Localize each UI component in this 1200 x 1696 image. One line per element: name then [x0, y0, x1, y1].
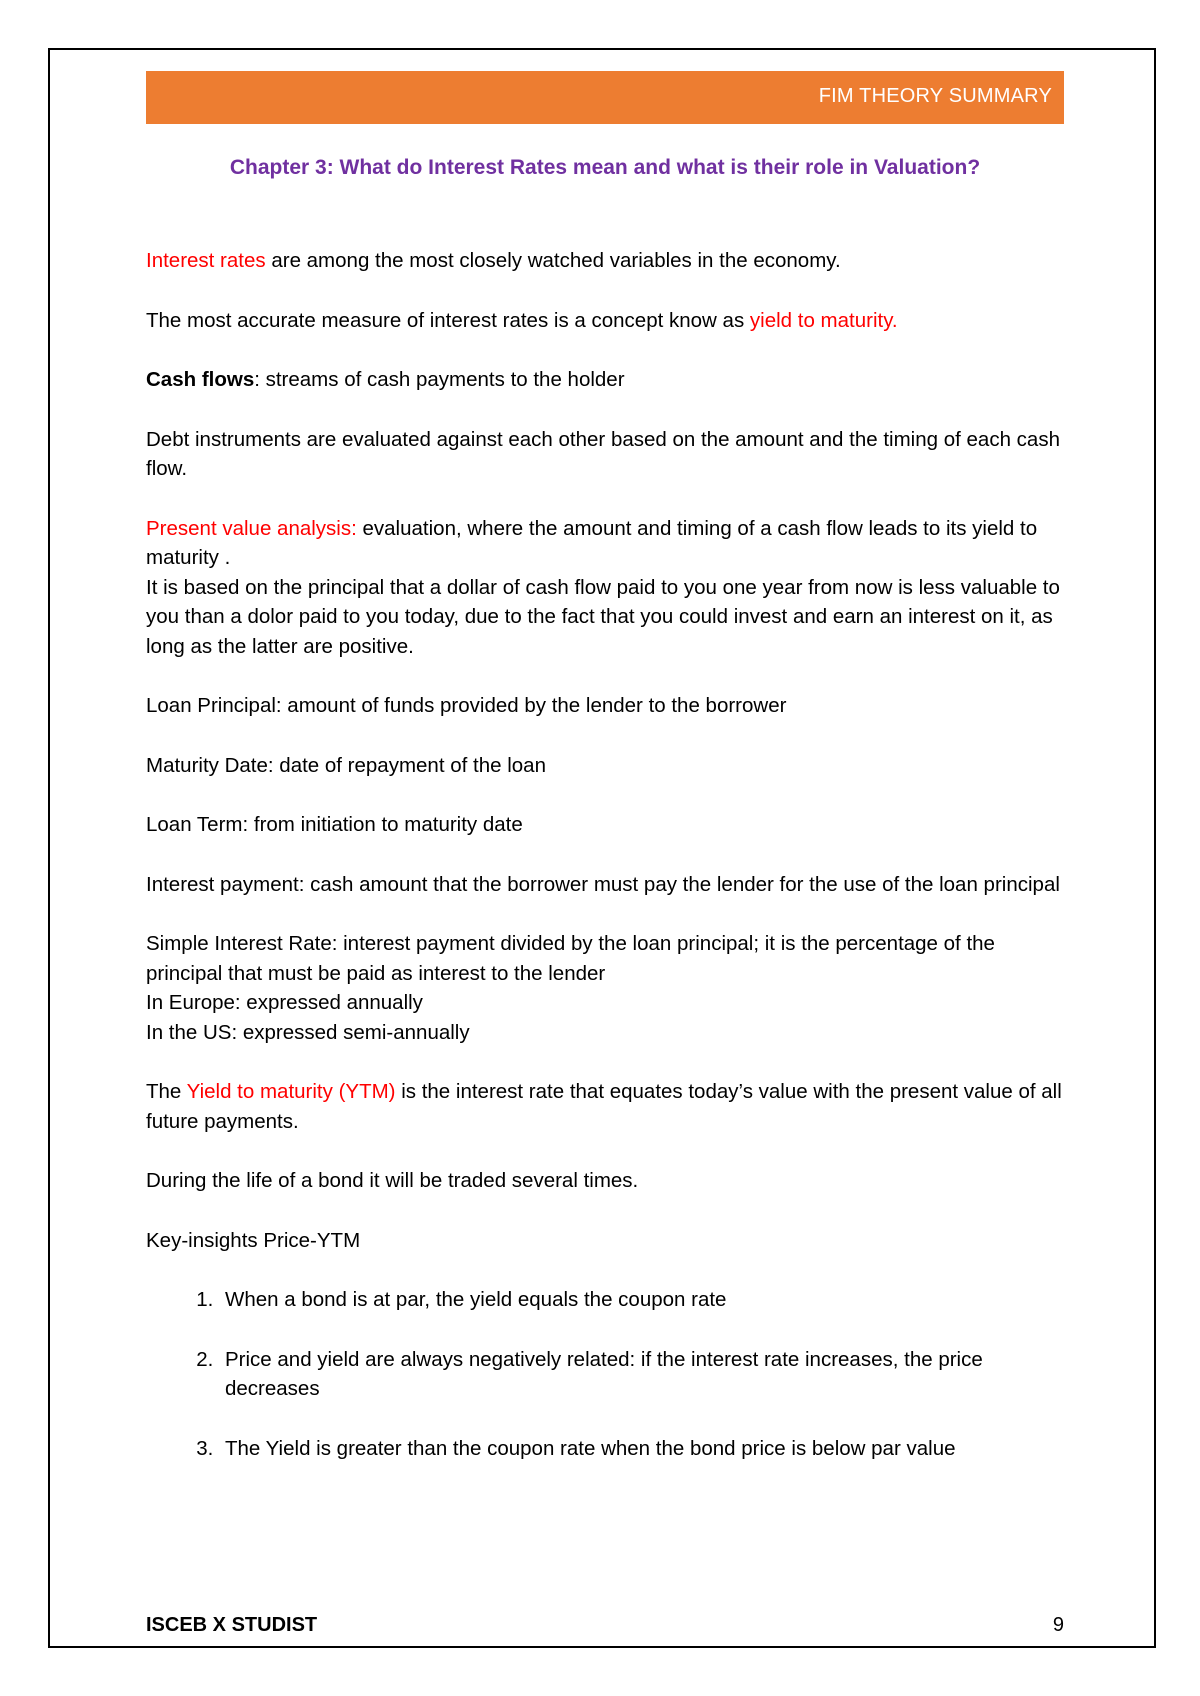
- paragraph-text: The: [146, 1080, 187, 1103]
- paragraph-loan-principal: Loan Principal: amount of funds provided by the lender to the borrower: [146, 694, 787, 717]
- insights-list: [146, 1285, 1064, 1463]
- paragraph-key-insights: Key-insights Price-YTM: [146, 1228, 361, 1252]
- paragraph-text: The most accurate measure of interest rates is a concept know as: [146, 308, 750, 332]
- paragraph-present-value: [146, 514, 1064, 662]
- list-item: 3. The Yield is greater than the coupon rate when the bond price is below par value: [219, 1434, 1064, 1464]
- paragraph-interest-payment: Interest payment: cash amount that the borrower must pay the lender for the use of the loan principal: [146, 872, 1060, 896]
- chapter-title: Chapter 3: What do Interest Rates mean and what is their role in Valuation?: [229, 156, 981, 179]
- paragraph-yield-measure: [146, 306, 1064, 336]
- term-interest-rates: Interest rates: [146, 249, 266, 272]
- paragraph-text: Simple Interest Rate: interest payment divided by the loan principal; it is the percentage of the principal that must be paid as interest to the lender: [146, 932, 995, 985]
- paragraph-simple-interest-rate: [146, 929, 1064, 1047]
- footer-label: ISCEB X STUDIST: [146, 1614, 318, 1636]
- term-present-value-analysis: Present value analysis:: [146, 516, 357, 540]
- paragraph-interest-rates: [146, 246, 1064, 276]
- paragraph-text: : streams of cash payments to the holder: [254, 368, 625, 391]
- term-ytm: Yield to maturity (YTM): [186, 1080, 396, 1103]
- paragraph-maturity-date: Maturity Date: date of repayment of the loan: [146, 753, 546, 777]
- paragraph-loan-term: Loan Term: from initiation to maturity date: [146, 813, 523, 836]
- document-body: [146, 246, 1064, 1493]
- paragraph-text: is the interest rate that equates today’s value with the present value of all future payments.: [146, 1080, 1062, 1133]
- paragraph-bond-life: During the life of a bond it will be traded several times.: [146, 1169, 639, 1192]
- list-item: 2. Price and yield are always negatively related: if the interest rate increases, the price decreases: [219, 1345, 1064, 1404]
- paragraph-text: evaluation, where the amount and timing of a cash flow leads to its yield to maturity .: [146, 516, 1038, 569]
- paragraph-cash-flows: [146, 365, 1064, 395]
- paragraph-debt-instruments: Debt instruments are evaluated against each other based on the amount and the timing of each cash flow.: [146, 427, 1060, 480]
- paragraph-text: In Europe: expressed annually: [146, 991, 423, 1014]
- paragraph-text: In the US: expressed semi-annually: [146, 1020, 470, 1044]
- paragraph-text: It is based on the principal that a dollar of cash flow paid to you one year from now is less valuable to you than a dolor paid to you today, due to the fact that you could invest and earn an interest on it, as long as the latter are positive.: [146, 575, 1060, 658]
- header-bar: [146, 71, 1064, 124]
- term-cash-flows: Cash flows: [146, 368, 255, 391]
- paragraph-text: are among the most closely watched variables in the economy.: [265, 249, 841, 272]
- page-number: 9: [1052, 1614, 1064, 1636]
- paragraph-ytm-definition: [146, 1077, 1064, 1136]
- list-item: 1. When a bond is at par, the yield equals the coupon rate: [219, 1285, 1064, 1315]
- term-yield-to-maturity: yield to maturity.: [749, 308, 898, 332]
- header-title: FIM THEORY SUMMARY: [818, 85, 1052, 107]
